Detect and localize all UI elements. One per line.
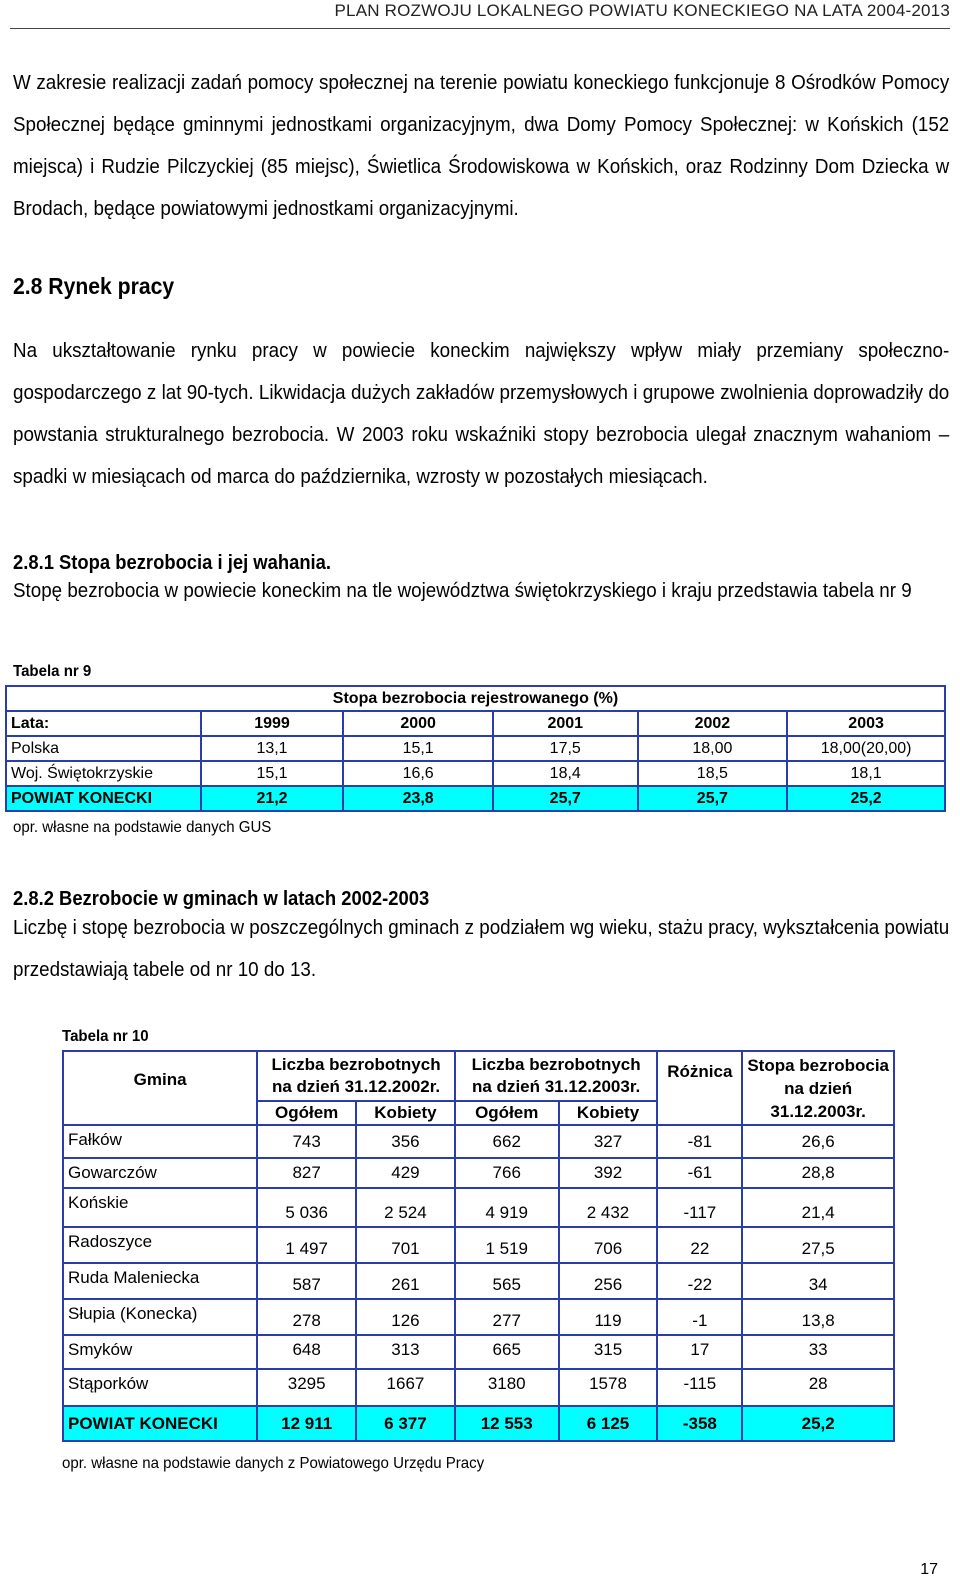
table-row <box>63 1158 894 1188</box>
table10-cell: 21,4 <box>742 1188 894 1227</box>
table9-cell: POWIAT KONECKI <box>6 786 201 811</box>
table9-header-cell: 1999 <box>201 711 344 736</box>
table9-cell: 23,8 <box>343 786 493 811</box>
section-heading-2-8-1: 2.8.1 Stopa bezrobocia i jej wahania. <box>13 552 332 574</box>
table10-cell: 126 <box>356 1299 455 1335</box>
table10-cell: 706 <box>559 1227 658 1263</box>
table9-header-cell: 2002 <box>638 711 788 736</box>
table10-gmina: Ruda Maleniecka <box>63 1263 257 1299</box>
table9-cell: 18,00(20,00) <box>787 736 945 761</box>
table9-cell: 18,00 <box>638 736 788 761</box>
table10-cell: 1667 <box>356 1369 455 1406</box>
table10-cell: 256 <box>559 1263 658 1299</box>
table10-source: opr. własne na podstawie danych z Powiatowego Urzędu Pracy <box>62 1455 485 1472</box>
table9-header-cell: 2000 <box>343 711 493 736</box>
section-heading-2-8: 2.8 Rynek pracy <box>13 273 175 299</box>
table10-cell: 6 377 <box>356 1406 455 1441</box>
table9-cell: 25,2 <box>787 786 945 811</box>
table-9 <box>5 685 946 812</box>
table10-cell: 17 <box>657 1335 742 1369</box>
table10-gmina: Słupia (Konecka) <box>63 1299 257 1335</box>
table10-sub-ogolem: Ogółem <box>455 1101 559 1125</box>
table10-cell: 662 <box>455 1125 559 1158</box>
table10-col-roznica: Różnica <box>657 1051 742 1125</box>
table10-gmina: Smyków <box>63 1335 257 1369</box>
table10-cell: 587 <box>257 1263 356 1299</box>
table10-cell: 315 <box>559 1335 658 1369</box>
table10-cell: 1 519 <box>455 1227 559 1263</box>
table10-cell: 1 497 <box>257 1227 356 1263</box>
table10-cell: 22 <box>657 1227 742 1263</box>
section-heading-2-8-2: 2.8.2 Bezrobocie w gminach w latach 2002-2003 <box>13 888 430 910</box>
intro-paragraph: W zakresie realizacji zadań pomocy społecznej na terenie powiatu koneckiego funkcjonuje 8 Ośrodków Pomocy Społecznej będące gminnymi jednostkami organizacyjnym, dwa Domy Pomocy Społecznej: w Końskich (152 miejsca) i Rudzie Pilczyckiej (85 miejsc), Świetlica Środowiskowa w Końskich, oraz Rodzinny Dom Dziecka w Brodach, będące powiatowymi jednostkami organizacyjnymi. <box>13 72 950 220</box>
table10-gmina: Stąporków <box>63 1369 257 1406</box>
table9-header-row <box>6 711 945 736</box>
table10-cell: 34 <box>742 1263 894 1299</box>
table10-cell: 33 <box>742 1335 894 1369</box>
table-row <box>6 736 945 761</box>
table10-cell: 1578 <box>559 1369 658 1406</box>
table10-sub-kobiety: Kobiety <box>559 1101 658 1125</box>
table10-cell: 392 <box>559 1158 658 1188</box>
running-header: PLAN ROZWOJU LOKALNEGO POWIATU KONECKIEGO NA LATA 2004-2013 <box>334 1 950 20</box>
table10-gmina: Gowarczów <box>63 1158 257 1188</box>
table10-cell: 12 553 <box>455 1406 559 1441</box>
table-row <box>63 1125 894 1158</box>
table10-cell: 327 <box>559 1125 658 1158</box>
table10-gmina: POWIAT KONECKI <box>63 1406 257 1441</box>
table10-cell: 25,2 <box>742 1406 894 1441</box>
table10-cell: 13,8 <box>742 1299 894 1335</box>
table10-cell: 2 432 <box>559 1188 658 1227</box>
table10-cell: -61 <box>657 1158 742 1188</box>
table-row <box>63 1263 894 1299</box>
table10-cell: 701 <box>356 1227 455 1263</box>
section-2-8-1-paragraph: Stopę bezrobocia w powiecie koneckim na tle województwa świętokrzyskiego i kraju przedstawia tabela nr 9 <box>13 580 912 602</box>
table10-col-stopa: Stopa bezrobocia na dzień 31.12.2003r. <box>742 1051 894 1125</box>
table10-gmina: Końskie <box>63 1188 257 1227</box>
section-2-8-paragraph: Na ukształtowanie rynku pracy w powiecie koneckim największy wpływ miały przemiany społeczno-gospodarczego z lat 90-tych. Likwidacja dużych zakładów przemysłowych i grupowe zwolnienia doprowadziły do powstania strukturalnego bezrobocia. W 2003 roku wskaźniki stopy bezrobocia ulegał znacznym wahaniom – spadki w miesiącach od marca do października, wzrosty w pozostałych miesiącach. <box>13 340 950 488</box>
table-10 <box>62 1050 895 1442</box>
table10-col-2002: Liczba bezrobotnych na dzień 31.12.2002r. <box>257 1051 455 1101</box>
table9-title: Stopa bezrobocia rejestrowanego (%) <box>6 686 945 711</box>
table10-cell: 356 <box>356 1125 455 1158</box>
table10-cell: 261 <box>356 1263 455 1299</box>
table-row <box>63 1227 894 1263</box>
table-row <box>63 1335 894 1369</box>
table9-cell: 13,1 <box>201 736 344 761</box>
table10-cell: 565 <box>455 1263 559 1299</box>
table10-cell: 119 <box>559 1299 658 1335</box>
table9-cell: 25,7 <box>638 786 788 811</box>
table9-cell: 25,7 <box>493 786 638 811</box>
table9-header-cell: 2003 <box>787 711 945 736</box>
table9-cell: 17,5 <box>493 736 638 761</box>
table10-cell: 3295 <box>257 1369 356 1406</box>
table10-cell: -81 <box>657 1125 742 1158</box>
table9-cell: Woj. Świętokrzyskie <box>6 761 201 786</box>
table9-cell: Polska <box>6 736 201 761</box>
table-row-total <box>6 786 945 811</box>
table10-sub-kobiety: Kobiety <box>356 1101 455 1125</box>
table9-cell: 21,2 <box>201 786 344 811</box>
table10-cell: 2 524 <box>356 1188 455 1227</box>
table10-cell: 5 036 <box>257 1188 356 1227</box>
table10-col-2003: Liczba bezrobotnych na dzień 31.12.2003r. <box>455 1051 658 1101</box>
table10-cell: 429 <box>356 1158 455 1188</box>
table10-sub-ogolem: Ogółem <box>257 1101 356 1125</box>
table10-cell: 648 <box>257 1335 356 1369</box>
table9-source: opr. własne na podstawie danych GUS <box>13 819 272 836</box>
table10-cell: 27,5 <box>742 1227 894 1263</box>
table10-cell: 665 <box>455 1335 559 1369</box>
table9-cell: 15,1 <box>201 761 344 786</box>
table9-cell: 18,1 <box>787 761 945 786</box>
table-row <box>6 761 945 786</box>
table-row-total <box>63 1406 894 1441</box>
table10-col-gmina: Gmina <box>63 1051 257 1125</box>
header-divider <box>10 28 950 29</box>
table10-cell: -358 <box>657 1406 742 1441</box>
table9-cell: 16,6 <box>343 761 493 786</box>
page-number: 17 <box>920 1561 938 1578</box>
table10-cell: 12 911 <box>257 1406 356 1441</box>
table10-cell: 766 <box>455 1158 559 1188</box>
table10-cell: 3180 <box>455 1369 559 1406</box>
table9-label: Tabela nr 9 <box>13 663 92 680</box>
table10-cell: 28 <box>742 1369 894 1406</box>
table9-cell: 18,5 <box>638 761 788 786</box>
table10-gmina: Fałków <box>63 1125 257 1158</box>
table10-cell: 313 <box>356 1335 455 1369</box>
table10-cell: 26,6 <box>742 1125 894 1158</box>
table9-cell: 18,4 <box>493 761 638 786</box>
section-2-8-2-paragraph: Liczbę i stopę bezrobocia w poszczególnych gminach z podziałem wg wieku, stażu pracy, wykształcenia powiatu przedstawiają tabele od nr 10 do 13. <box>13 917 950 981</box>
table10-cell: 4 919 <box>455 1188 559 1227</box>
table-row <box>63 1369 894 1406</box>
table10-cell: -1 <box>657 1299 742 1335</box>
table9-header-cell: Lata: <box>6 711 201 736</box>
table10-cell: 28,8 <box>742 1158 894 1188</box>
table10-label: Tabela nr 10 <box>62 1028 149 1045</box>
table10-cell: -117 <box>657 1188 742 1227</box>
table9-header-cell: 2001 <box>493 711 638 736</box>
table10-cell: -22 <box>657 1263 742 1299</box>
table10-cell: 277 <box>455 1299 559 1335</box>
table10-gmina: Radoszyce <box>63 1227 257 1263</box>
table-row <box>63 1299 894 1335</box>
table10-cell: -115 <box>657 1369 742 1406</box>
table9-cell: 15,1 <box>343 736 493 761</box>
table-row <box>63 1188 894 1227</box>
table10-cell: 6 125 <box>559 1406 658 1441</box>
table10-cell: 743 <box>257 1125 356 1158</box>
table10-cell: 278 <box>257 1299 356 1335</box>
table10-cell: 827 <box>257 1158 356 1188</box>
